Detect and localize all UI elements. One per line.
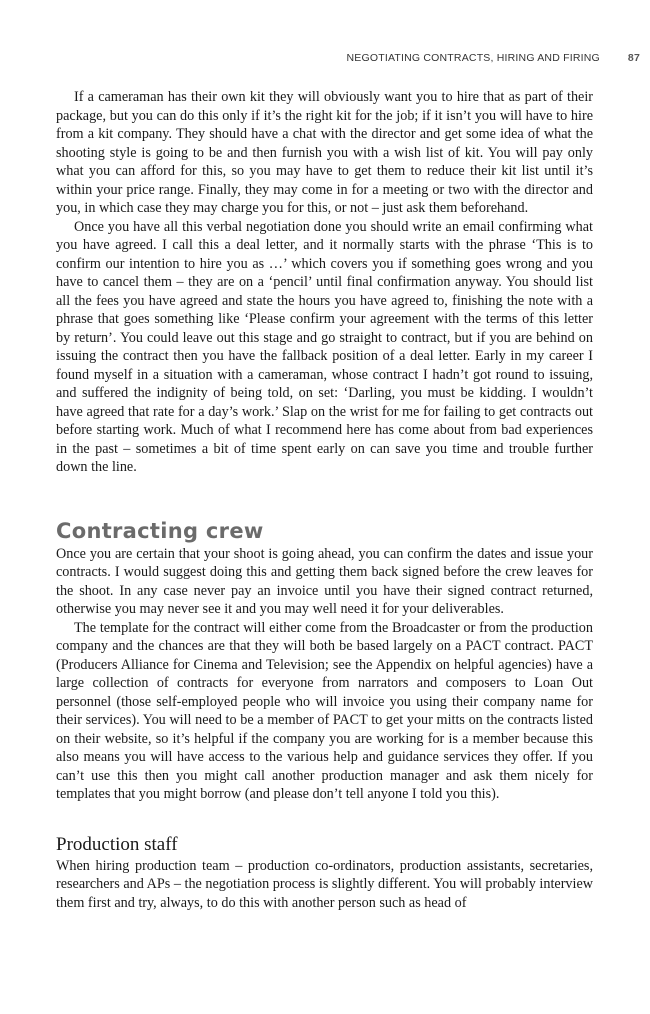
subsection-heading: Production staff xyxy=(56,833,178,855)
body-paragraph: The template for the contract will either come from the Broadcaster or from the production company and the chances are that they will both be based largely on a PACT contract. PACT (Producers Alliance for Cinema and Television; see the Appendix on helpful agencies) have a large collection of contracts for everyone from narrators and composers to Loan Out personnel (those self-employed people who will invoice you using their company name for their services). You will need to be a member of PACT to get your mitts on the contracts listed on their website, so it’s helpful if the company you are working for is a member because this also means you will have access to the various help and guidance services they offer. If you can’t use this then you might call another production manager and ask them nicely for templates that you might borrow (and please don’t tell anyone I told you this). xyxy=(56,619,593,802)
body-paragraph: Once you have all this verbal negotiation done you should write an email confirming what you have agreed. I call this a deal letter, and it normally starts with the phrase ‘This is to confirm our intention to hire you as …’ which covers you if something goes wrong and you have to cancel them – they are on a ‘pencil’ until final confirmation anyway. You should list all the fees you have agreed and state the hours you have agreed to, finishing the note with a phrase that goes something like ‘Please confirm your agreement with the terms of this letter by return’. You could leave out this stage and go straight to contract, but if you are behind on issuing the contract then you have the fallback position of a deal letter. Early in my career I found myself in a situation with a cameraman, whose contract I hadn’t got round to issuing, and suffered the indignity of being told, on set: ‘Darling, you must be kidding. I wouldn’t have agreed that rate for a day’s work.’ Slap on the wrist for me for failing to get contracts out before starting work. Much of what I recommend here has come about from bad experiences in the past – sometimes a bit of time spent early on can save you time and trouble further down the line. xyxy=(56,218,593,475)
body-paragraph: If a cameraman has their own kit they will obviously want you to hire that as part of their package, but you can do this only if it’s the right kit for the job; if it isn’t you will have to hire from a kit company. They should have a chat with the director and get some idea of what the shooting style is going to be and then furnish you with a wish list of kit. You will pay only what you can afford for this, so you may have to get them to reduce their kit list until it’s within your price range. Finally, they may come in for a meeting or two with the director and you, in which case they may charge you for this, or not – just ask them beforehand. xyxy=(56,89,593,216)
page-content xyxy=(56,88,593,912)
page-number: 87 xyxy=(627,52,640,64)
chapter-title: NEGOTIATING CONTRACTS, HIRING AND FIRING xyxy=(346,52,600,64)
section-heading: Contracting crew xyxy=(56,518,264,543)
body-paragraph: Once you are certain that your shoot is going ahead, you can confirm the dates and issue your contracts. I would suggest doing this and getting them back signed before the crew leaves for the shoot. In any case never pay an invoice until you have their signed contract returned, otherwise you may never see it and you may well need it for your deliverables. xyxy=(56,545,593,617)
running-header xyxy=(56,52,640,64)
body-paragraph: When hiring production team – production co-ordinators, production assistants, secretaries, researchers and APs – the negotiation process is slightly different. You will probably interview them first and try, always, to do this with another person such as head of xyxy=(56,857,593,911)
